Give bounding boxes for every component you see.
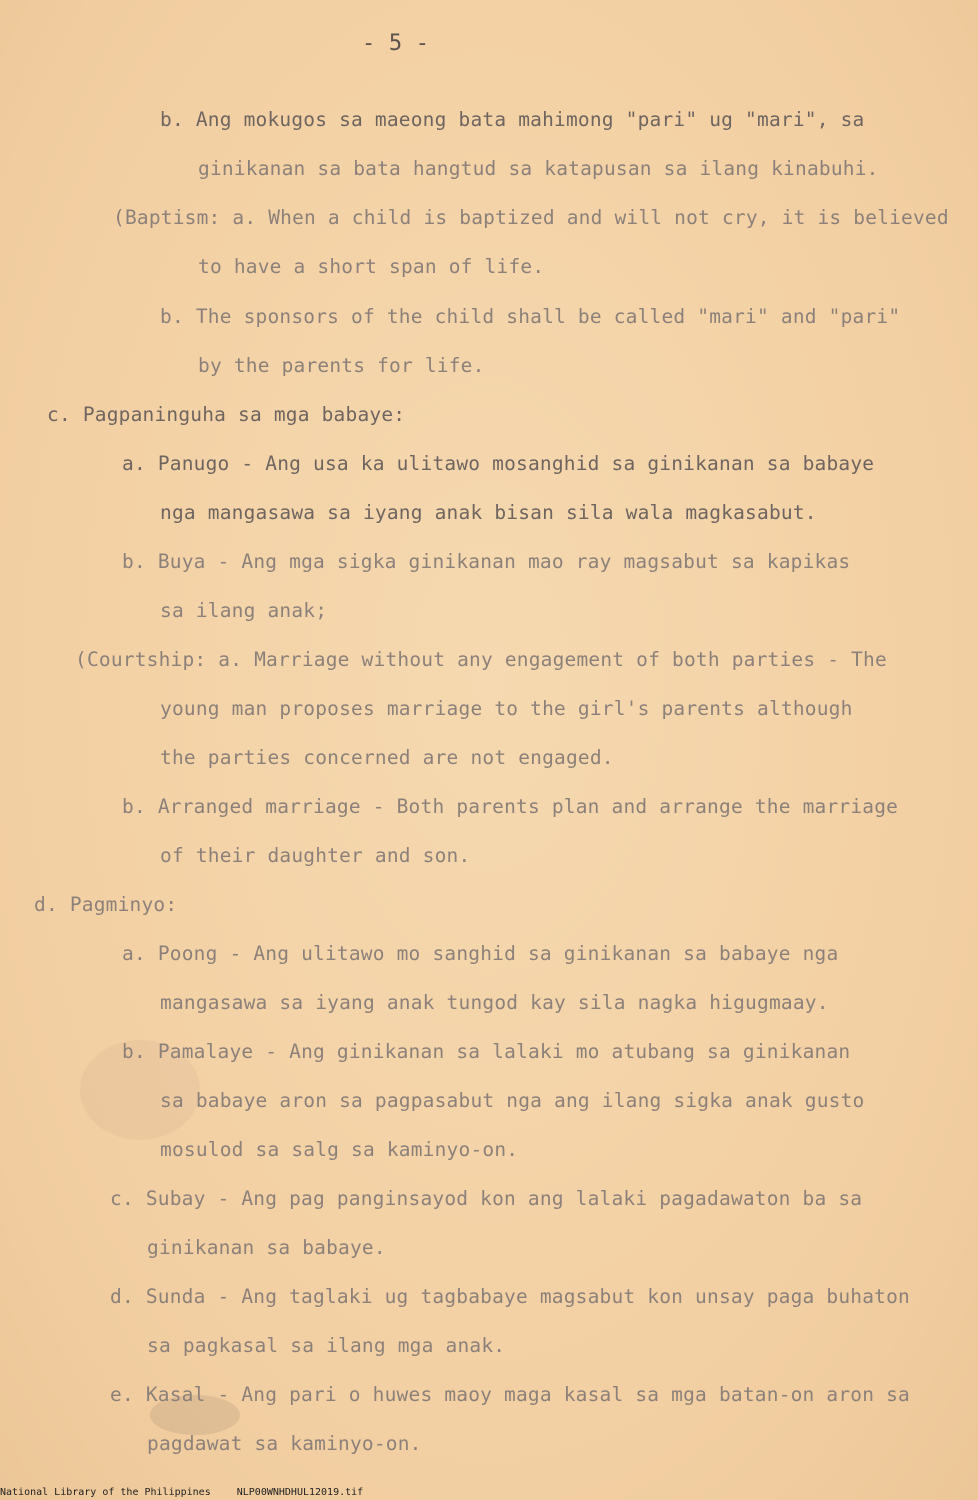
text-line: b. Arranged marriage - Both parents plan and arrange the marriage bbox=[122, 795, 899, 818]
text-line: ginikanan sa bata hangtud sa katapusan sa ilang kinabuhi. bbox=[198, 157, 879, 180]
text-line: to have a short span of life. bbox=[198, 255, 545, 278]
text-line: mosulod sa salg sa kaminyo-on. bbox=[160, 1138, 519, 1161]
text-line: b. Ang mokugos sa maeong bata mahimong "pari" ug "mari", sa bbox=[160, 108, 865, 131]
text-line: sa babaye aron sa pagpasabut nga ang ilang sigka anak gusto bbox=[160, 1089, 865, 1112]
text-line: b. The sponsors of the child shall be called "mari" and "pari" bbox=[160, 305, 901, 328]
text-line: a. Poong - Ang ulitawo mo sanghid sa ginikanan sa babaye nga bbox=[122, 942, 839, 965]
text-line: b. Buya - Ang mga sigka ginikanan mao ray magsabut sa kapikas bbox=[122, 550, 851, 573]
text-line: the parties concerned are not engaged. bbox=[160, 746, 614, 769]
text-line: pagdawat sa kaminyo-on. bbox=[147, 1432, 422, 1455]
section-heading: d. Pagminyo: bbox=[34, 893, 178, 916]
text-line: (Baptism: a. When a child is baptized and will not cry, it is believed bbox=[113, 206, 949, 229]
text-line: nga mangasawa sa iyang anak bisan sila wala magkasabut. bbox=[160, 501, 817, 524]
text-line: young man proposes marriage to the girl's parents although bbox=[160, 697, 853, 720]
text-line: (Courtship: a. Marriage without any engagement of both parties - The bbox=[75, 648, 887, 671]
text-line: of their daughter and son. bbox=[160, 844, 471, 867]
text-line: by the parents for life. bbox=[198, 354, 485, 377]
text-line: sa pagkasal sa ilang mga anak. bbox=[147, 1334, 506, 1357]
text-line: sa ilang anak; bbox=[160, 599, 328, 622]
text-line: e. Kasal - Ang pari o huwes maoy maga kasal sa mga batan-on aron sa bbox=[110, 1383, 910, 1406]
text-line: mangasawa sa iyang anak tungod kay sila nagka higugmaay. bbox=[160, 991, 829, 1014]
page-number: - 5 - bbox=[362, 31, 430, 56]
text-line: ginikanan sa babaye. bbox=[147, 1236, 386, 1259]
text-line: c. Subay - Ang pag panginsayod kon ang lalaki pagadawaton ba sa bbox=[110, 1187, 863, 1210]
text-line: b. Pamalaye - Ang ginikanan sa lalaki mo atubang sa ginikanan bbox=[122, 1040, 851, 1063]
scan-footer bbox=[0, 1487, 383, 1498]
text-line: d. Sunda - Ang taglaki ug tagbabaye magsabut kon unsay paga buhaton bbox=[110, 1285, 910, 1308]
footer-library: National Library of the Philippines bbox=[0, 1487, 211, 1498]
text-line: a. Panugo - Ang usa ka ulitawo mosanghid sa ginikanan sa babaye bbox=[122, 452, 875, 475]
footer-filename: NLP00WNHDHUL12019.tif bbox=[236, 1487, 364, 1498]
section-heading: c. Pagpaninguha sa mga babaye: bbox=[47, 403, 406, 426]
